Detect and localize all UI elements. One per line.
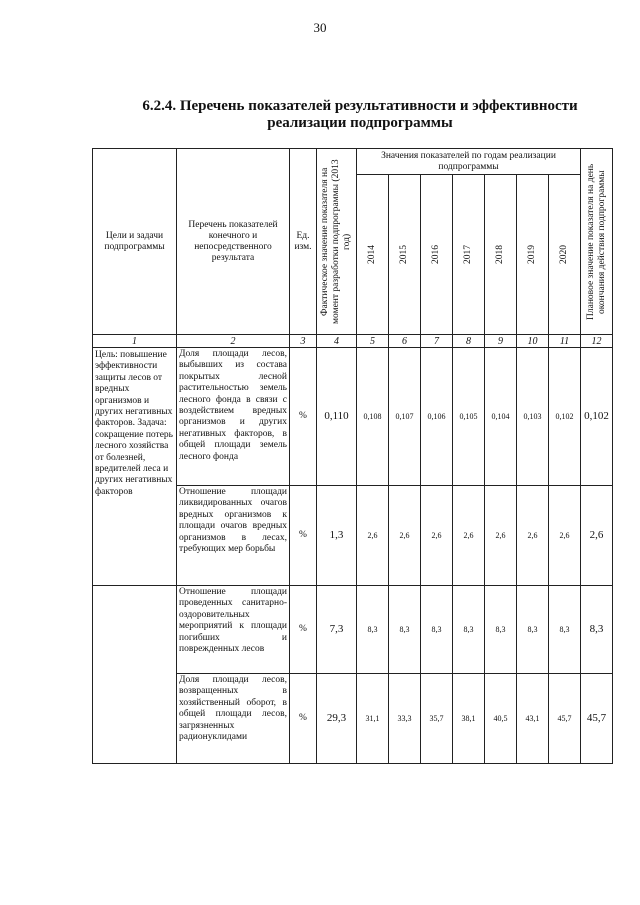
year-value-cell: 2,6	[485, 486, 517, 586]
year-value-cell: 0,102	[549, 348, 581, 486]
year-value-cell: 8,3	[517, 586, 549, 674]
year-value-cell: 8,3	[549, 586, 581, 674]
header-planned	[581, 149, 613, 335]
header-goals: Цели и задачи подпрограммы	[93, 149, 177, 335]
year-value-cell: 45,7	[549, 674, 581, 764]
year-value-cell: 31,1	[357, 674, 389, 764]
year-value-cell: 8,3	[485, 586, 517, 674]
header-year-2015: 2015	[389, 175, 421, 335]
planned-cell: 2,6	[581, 486, 613, 586]
header-year-2019: 2019	[517, 175, 549, 335]
year-value-cell: 2,6	[357, 486, 389, 586]
year-value-cell: 43,1	[517, 674, 549, 764]
header-indicators: Перечень показателей конечного и непосредственного результата	[177, 149, 290, 335]
year-value-cell: 40,5	[485, 674, 517, 764]
year-value-cell: 8,3	[389, 586, 421, 674]
column-number: 4	[317, 335, 357, 348]
header-years-group: Значения показателей по годам реализации подпрограммы	[357, 149, 581, 175]
page-number: 30	[313, 20, 327, 35]
year-value-cell: 2,6	[517, 486, 549, 586]
column-number: 5	[357, 335, 389, 348]
goal-cell: Цель: повышение эффективности защиты лесов от вредных организмов и других негативных факторов. Задача: сокращение потерь лесного хозяйства от болезней, вредителей леса и других негативных факторов	[93, 348, 177, 586]
year-value-cell: 8,3	[357, 586, 389, 674]
actual-cell: 0,110	[317, 348, 357, 486]
actual-cell: 1,3	[317, 486, 357, 586]
header-year-2018: 2018	[485, 175, 517, 335]
column-number: 12	[581, 335, 613, 348]
indicators-table	[92, 148, 613, 764]
unit-cell: %	[290, 674, 317, 764]
actual-cell: 29,3	[317, 674, 357, 764]
header-year-2017: 2017	[453, 175, 485, 335]
column-number: 7	[421, 335, 453, 348]
indicator-cell: Отношение площади ликвидированных очагов вредных организмов к площади очагов вредных организмов в лесах, требующих мер борьбы	[177, 486, 290, 586]
year-value-cell: 8,3	[421, 586, 453, 674]
indicator-cell: Доля площади лесов, выбывших из состава покрытых лесной растительностью земель лесного фонда в связи с воздействием вредных организмов и других негативных факторов, в общей площади земель лесного фонда	[177, 348, 290, 486]
section-title	[110, 98, 610, 132]
planned-cell: 8,3	[581, 586, 613, 674]
column-number: 2	[177, 335, 290, 348]
column-numbers-row	[93, 335, 613, 348]
header-actual	[317, 149, 357, 335]
column-number: 11	[549, 335, 581, 348]
year-value-cell: 0,105	[453, 348, 485, 486]
year-value-cell: 2,6	[453, 486, 485, 586]
header-actual-text: Фактическое значение показателя на момент разработки подпрограммы (2013 год)	[320, 159, 352, 324]
unit-cell: %	[290, 348, 317, 486]
year-value-cell: 0,107	[389, 348, 421, 486]
goal-cell-empty	[93, 586, 177, 764]
column-number: 6	[389, 335, 421, 348]
column-number: 3	[290, 335, 317, 348]
unit-cell: %	[290, 486, 317, 586]
planned-cell: 45,7	[581, 674, 613, 764]
header-year-2016: 2016	[421, 175, 453, 335]
indicator-cell: Отношение площади проведенных санитарно-оздоровительных мероприятий к площади погибших и поврежденных лесов	[177, 586, 290, 674]
column-number: 9	[485, 335, 517, 348]
year-value-cell: 2,6	[421, 486, 453, 586]
planned-cell: 0,102	[581, 348, 613, 486]
column-number: 8	[453, 335, 485, 348]
title-line-2: реализации подпрограммы	[267, 115, 453, 131]
year-value-cell: 2,6	[389, 486, 421, 586]
year-value-cell: 38,1	[453, 674, 485, 764]
header-unit: Ед. изм.	[290, 149, 317, 335]
actual-cell: 7,3	[317, 586, 357, 674]
year-value-cell: 0,108	[357, 348, 389, 486]
table-row	[93, 348, 613, 486]
year-value-cell: 0,106	[421, 348, 453, 486]
unit-cell: %	[290, 586, 317, 674]
table-row	[93, 586, 613, 674]
year-value-cell: 35,7	[421, 674, 453, 764]
year-value-cell: 8,3	[453, 586, 485, 674]
header-year-2014: 2014	[357, 175, 389, 335]
column-number: 10	[517, 335, 549, 348]
header-year-2020: 2020	[549, 175, 581, 335]
column-number: 1	[93, 335, 177, 348]
header-planned-text: Плановое значение показателя на день окончания действия подпрограммы	[585, 163, 607, 320]
year-value-cell: 33,3	[389, 674, 421, 764]
year-value-cell: 2,6	[549, 486, 581, 586]
year-value-cell: 0,103	[517, 348, 549, 486]
title-line-1: 6.2.4. Перечень показателей результативности и эффективности	[142, 98, 578, 114]
indicator-cell: Доля площади лесов, возвращенных в хозяйственный оборот, в общей площади лесов, загрязненных радионуклидами	[177, 674, 290, 764]
year-value-cell: 0,104	[485, 348, 517, 486]
